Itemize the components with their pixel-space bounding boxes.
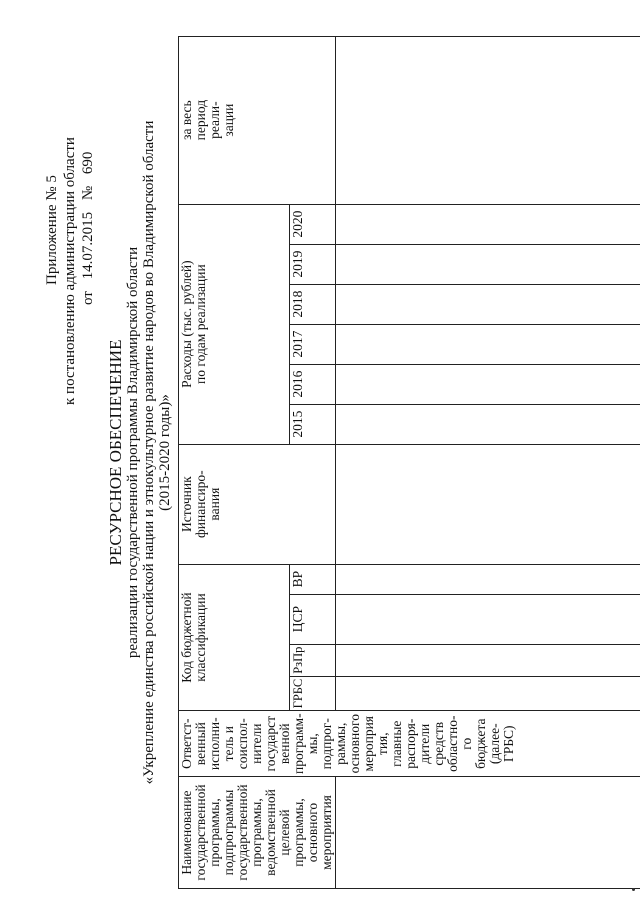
header-expenses: Расходы (тыс. рублей) по годам реализации [179, 204, 290, 444]
from-label: от [80, 291, 96, 305]
year-2019: 2019 [290, 244, 336, 284]
header-budget-code: Код бюджетной классификации [179, 564, 290, 711]
header-total-period: за весь период реали- зации [179, 36, 336, 204]
year-2017: 2017 [290, 324, 336, 364]
year-2015: 2015 [290, 404, 336, 444]
appendix-label: Приложение № 5 [44, 175, 60, 285]
subheader-csr: ЦСР [290, 594, 336, 644]
resolution-number: 690 [80, 151, 96, 175]
year-2018: 2018 [290, 284, 336, 324]
resolution-date: 14.07.2015 [80, 211, 96, 280]
subheader-vr: ВР [290, 564, 336, 594]
subtitle-line-2: «Укрепление единства российской нации и этнокультурное развитие народов во Владимирской области [141, 120, 157, 785]
cell-2017 [336, 324, 640, 364]
resolution-date-line [80, 152, 97, 305]
cell-2019 [336, 244, 640, 284]
scan-speck [632, 888, 635, 891]
cell-total [336, 36, 640, 204]
cell-2015 [336, 404, 640, 444]
year-2016: 2016 [290, 364, 336, 404]
cell-2020 [336, 204, 640, 244]
header-source: Источник финансиро- вания [179, 444, 336, 564]
subheader-grbs: ГРБС [290, 676, 336, 711]
document-title: РЕСУРСНОЕ ОБЕСПЕЧЕНИЕ [106, 339, 125, 566]
subtitle-line-1: реализации государственной программы Владимирской области [125, 246, 141, 659]
cell-csr [336, 594, 640, 644]
cell-vr [336, 564, 640, 594]
header-program-name: Наименование государственной программы, подпрограммы государственной программы, ведомственной целевой программы, основного мероприятия [179, 777, 336, 889]
cell-2018 [336, 284, 640, 324]
year-2020: 2020 [290, 204, 336, 244]
subtitle-line-3: (2015-2020 годы)» [157, 394, 173, 511]
cell-program-name [336, 777, 640, 889]
resolution-label: к постановлению администрации области [62, 137, 78, 405]
cell-source [336, 444, 640, 564]
number-sign: № [80, 185, 96, 201]
cell-rzpr [336, 644, 640, 676]
cell-grbs [336, 676, 640, 711]
subheader-rzpr: РзПр [290, 644, 336, 676]
header-responsible: Ответст- венный исполни- тель и соиспол- нители государст венной программ- мы, подпрог- раммы, основного мероприя тия, главные распоря- дители средств областно- го бюджета (далее- ГРБС) [179, 711, 640, 777]
resource-table [178, 36, 640, 889]
cell-2016 [336, 364, 640, 404]
